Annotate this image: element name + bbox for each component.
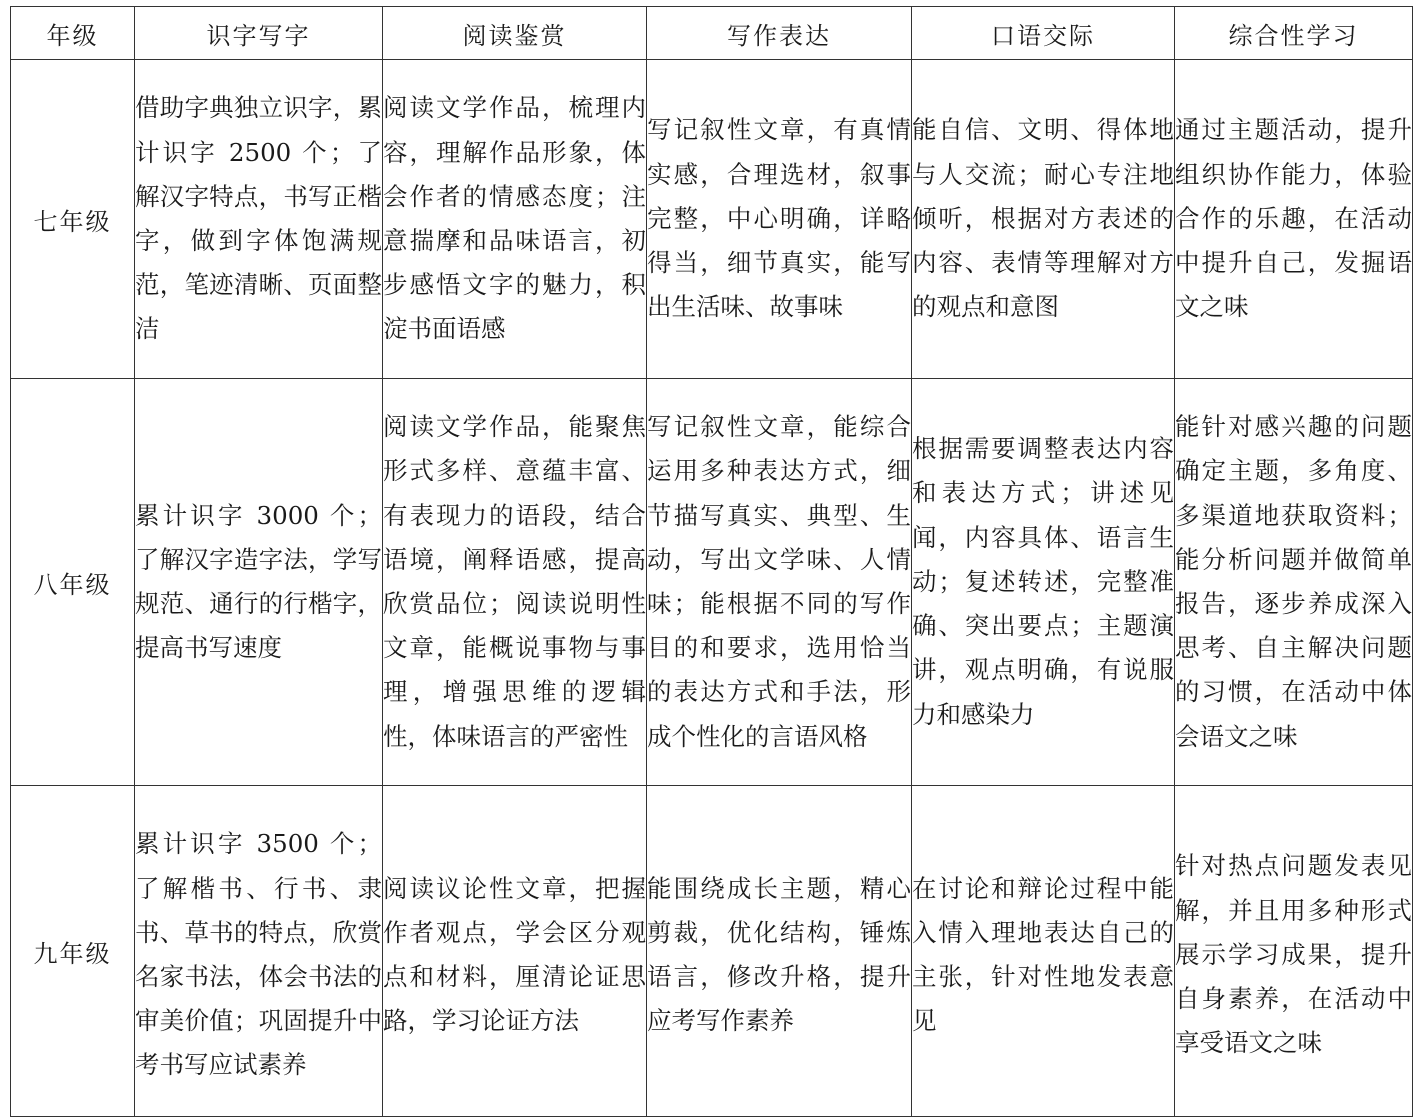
header-reading-appreciation: 阅读鉴赏 <box>383 7 647 60</box>
cell-text: 累计识字 3500 个；了解楷书、行书、隶书、草书的特点，欣赏名家书法，体会书法的审美价值；巩固提升中考书写应试素养 <box>135 829 382 1080</box>
cell-text: 能针对感兴趣的问题确定主题，多角度、多渠道地获取资料；能分析问题并做简单报告，逐步养成深入思考、自主解决问题的习惯，在活动中体会语文之味 <box>1175 412 1412 751</box>
cell-text: 阅读议论性文章，把握作者观点，学会区分观点和材料，厘清论证思路，学习论证方法 <box>383 873 646 1036</box>
literacy-writing-cell <box>135 786 383 1117</box>
writing-expression-cell <box>647 379 912 786</box>
cell-text: 借助字典独立识字，累计识字 2500 个；了解汉字特点，书写正楷字，做到字体饱满规范，笔迹清晰、页面整洁 <box>135 93 382 344</box>
reading-appreciation-cell <box>383 60 647 379</box>
oral-communication-cell <box>912 379 1175 786</box>
literacy-writing-cell <box>135 60 383 379</box>
oral-communication-cell <box>912 786 1175 1117</box>
cell-text: 累计识字 3000 个；了解汉字造字法，学写规范、通行的行楷字，提高书写速度 <box>135 500 382 663</box>
integrated-learning-cell <box>1175 786 1413 1117</box>
table-row-grade-9 <box>11 786 1413 1117</box>
header-grade: 年级 <box>11 7 135 60</box>
cell-text: 根据需要调整表达内容和表达方式；讲述见闻，内容具体、语言生动；复述转述，完整准确、突出要点；主题演讲，观点明确，有说服力和感染力 <box>912 434 1174 729</box>
table-row-grade-7 <box>11 60 1413 379</box>
cell-text: 针对热点问题发表见解，并且用多种形式展示学习成果，提升自身素养，在活动中享受语文之味 <box>1175 851 1412 1058</box>
table-row-grade-8 <box>11 379 1413 786</box>
integrated-learning-cell <box>1175 379 1413 786</box>
header-writing-expression: 写作表达 <box>647 7 912 60</box>
header-row <box>11 7 1413 60</box>
cell-text: 写记叙性文章，能综合运用多种表达方式，细节描写真实、典型、生动，写出文学味、人情味；能根据不同的写作目的和要求，选用恰当的表达方式和手法，形成个性化的言语风格 <box>647 412 911 751</box>
header-literacy-writing: 识字写字 <box>135 7 383 60</box>
cell-text: 能自信、文明、得体地与人交流；耐心专注地倾听，根据对方表述的内容、表情等理解对方的观点和意图 <box>912 115 1174 322</box>
cell-text: 通过主题活动，提升组织协作能力，体验合作的乐趣，在活动中提升自己，发掘语文之味 <box>1175 115 1412 322</box>
grade-label: 九年级 <box>11 786 135 1117</box>
cell-text: 阅读文学作品，能聚焦形式多样、意蕴丰富、有表现力的语段，结合语境，阐释语感，提高欣赏品位；阅读说明性文章，能概说事物与事理，增强思维的逻辑性，体味语言的严密性 <box>383 412 646 751</box>
curriculum-table <box>10 6 1413 1117</box>
grade-label: 八年级 <box>11 379 135 786</box>
grade-label: 七年级 <box>11 60 135 379</box>
oral-communication-cell <box>912 60 1175 379</box>
curriculum-table-sheet <box>10 6 1412 1116</box>
reading-appreciation-cell <box>383 379 647 786</box>
cell-text: 写记叙性文章，有真情实感，合理选材，叙事完整，中心明确，详略得当，细节真实，能写出生活味、故事味 <box>647 115 911 322</box>
writing-expression-cell <box>647 786 912 1117</box>
literacy-writing-cell <box>135 379 383 786</box>
writing-expression-cell <box>647 60 912 379</box>
header-oral-communication: 口语交际 <box>912 7 1175 60</box>
cell-text: 阅读文学作品，梳理内容，理解作品形象，体会作者的情感态度；注意揣摩和品味语言，初步感悟文字的魅力，积淀书面语感 <box>383 93 646 344</box>
cell-text: 在讨论和辩论过程中能入情入理地表达自己的主张，针对性地发表意见 <box>912 873 1174 1036</box>
integrated-learning-cell <box>1175 60 1413 379</box>
reading-appreciation-cell <box>383 786 647 1117</box>
header-integrated-learning: 综合性学习 <box>1175 7 1413 60</box>
cell-text: 能围绕成长主题，精心剪裁，优化结构，锤炼语言，修改升格，提升应考写作素养 <box>647 873 911 1036</box>
